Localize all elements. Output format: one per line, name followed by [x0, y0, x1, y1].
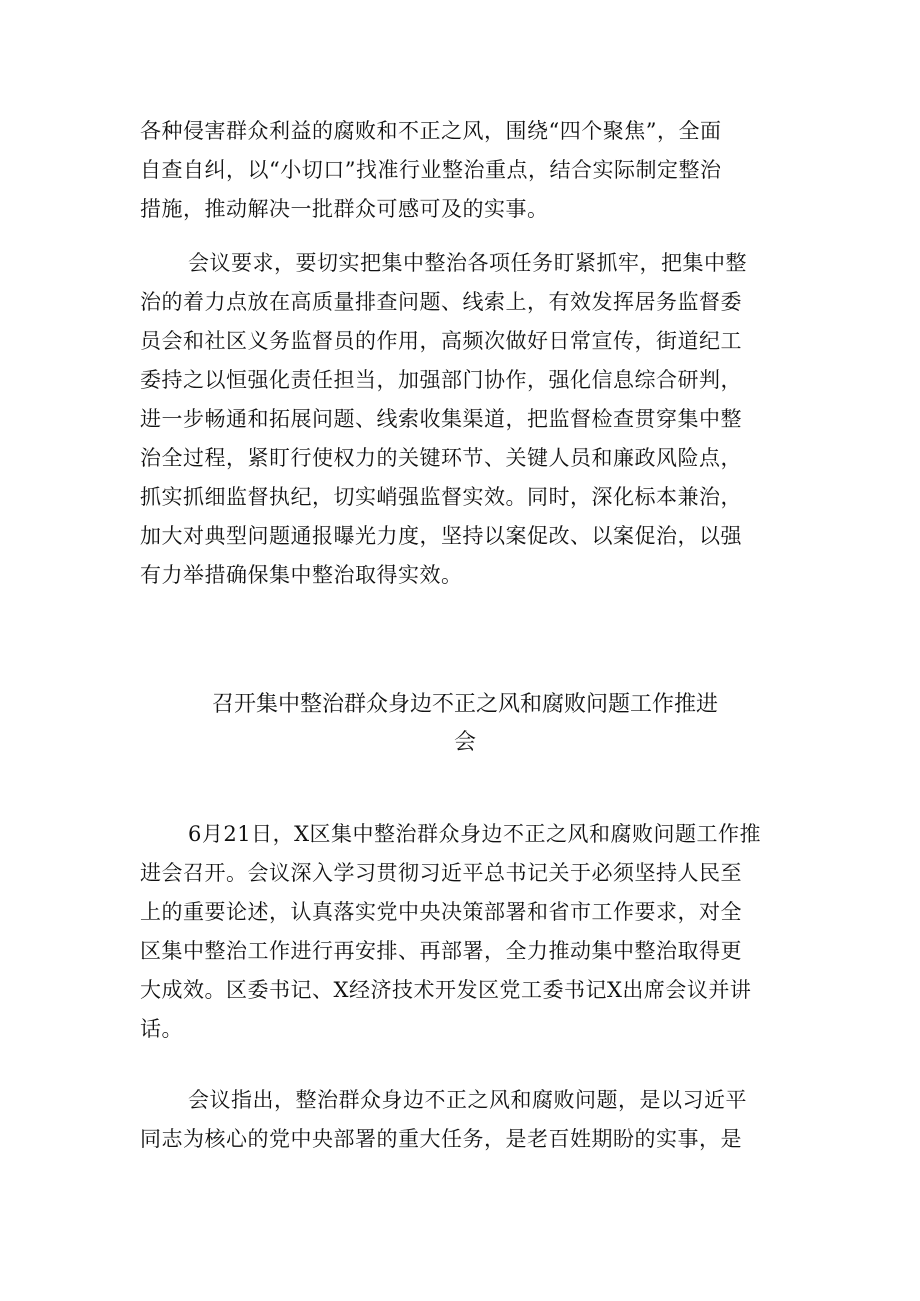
- text-line: 区集中整治工作进行再安排、再部署，全力推动集中整治取得更: [140, 939, 742, 963]
- text-line: 有力举措确保集中整治取得实效。: [140, 563, 463, 587]
- text-line: 措施，推动解决一批群众可感可及的实事。: [140, 197, 549, 221]
- text-line: 大成效。区委书记、X经济技术开发区党工委书记X出席会议并讲: [140, 978, 752, 1002]
- text-line: 自查自纠，以“小切口”找准行业整治重点，结合实际制定整治: [140, 158, 722, 182]
- text-line: 话。: [140, 1017, 183, 1041]
- text-line: 治的着力点放在高质量排查问题、线索上，有效发挥居务监督委: [140, 290, 742, 314]
- text-line: 员会和社区义务监督员的作用，高频次做好日常宣传，街道纪工: [140, 329, 742, 353]
- section-heading: [140, 686, 790, 762]
- text-line: 上的重要论述，认真落实党中央决策部署和省市工作要求，对全: [140, 900, 742, 924]
- text-line: 会议指出，整治群众身边不正之风和腐败问题，是以习近平: [188, 1088, 747, 1112]
- text-line: 加大对典型问题通报曝光力度，坚持以案促改、以案促治，以强: [140, 524, 742, 548]
- text-line: 治全过程，紧盯行使权力的关键环节、关键人员和廉政风险点，: [140, 446, 742, 470]
- text-line: 委持之以恒强化责任担当，加强部门协作，强化信息综合研判，: [140, 368, 742, 392]
- paragraph-meeting-points: [140, 1081, 790, 1159]
- paragraph-continuation: [140, 112, 790, 229]
- text-line: 会议要求，要切实把集中整治各项任务盯紧抓牢，把集中整: [188, 251, 747, 275]
- text-line: 同志为核心的党中央部署的重大任务，是老百姓期盼的实事，是: [140, 1127, 742, 1151]
- paragraph-meeting-requirements: [140, 244, 790, 595]
- text-line: 进会召开。会议深入学习贯彻习近平总书记关于必须坚持人民至: [140, 861, 742, 885]
- text-line: 各种侵害群众利益的腐败和不正之风，围绕“四个聚焦”，全面: [140, 119, 722, 143]
- heading-line: 会: [453, 730, 476, 755]
- text-line: 进一步畅通和拓展问题、线索收集渠道，把监督检查贯穿集中整: [140, 407, 742, 431]
- paragraph-meeting-report: [140, 815, 790, 1049]
- text-line: 抓实抓细监督执纪，切实峭强监督实效。同时，深化标本兼治，: [140, 485, 742, 509]
- heading-line: 召开集中整治群众身边不正之风和腐败问题工作推进: [211, 692, 718, 717]
- text-line: 6月21日，X区集中整治群众身边不正之风和腐败问题工作推: [188, 822, 762, 846]
